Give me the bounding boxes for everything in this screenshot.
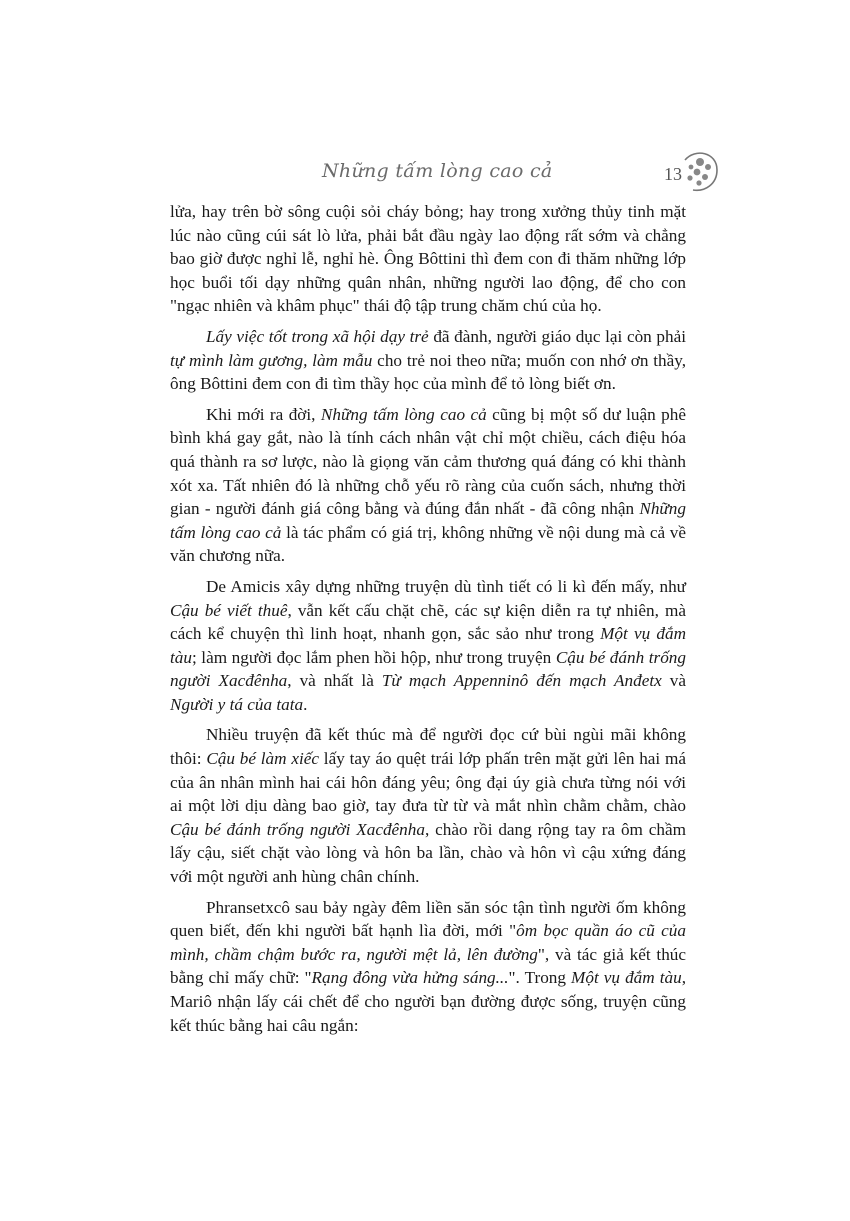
paragraph [170, 403, 686, 568]
italic-text: Rạng đông vừa hửng sáng... [311, 968, 509, 988]
text-run: Khi mới ra đời, [206, 404, 321, 424]
italic-text: Một vụ đắm tàu [571, 968, 682, 988]
italic-text: tự mình làm gương, làm mẫu [170, 350, 373, 370]
text-run: đã đành, người giáo dục lại còn phải [428, 326, 686, 346]
italic-text: Từ mạch Appenninô đến mạch Anđetx [381, 671, 662, 691]
text-run: , chào rồi dang rộng tay ra ôm chầm lấy cậu, siết chặt vào lòng và hôn ba lần, chào và hôn vì cậu xứng đáng với một người anh hùng chân chính. [170, 819, 686, 887]
paragraph [170, 896, 686, 1038]
italic-text: Cậu bé đánh trống người Xacđênha [170, 647, 686, 691]
running-title: Những tấm lòng cao cả [322, 160, 553, 182]
text-run: lấy tay áo quệt trái lớp phấn trên mặt gửi lên hai má của ân nhân mình hai cái hôn đáng yêu; ông đại úy già chưa từng nói với ai một lời dịu dàng bao giờ, tay đưa từ từ và mắt nhìn chằm chằm, chào [170, 749, 686, 816]
text-run: , và nhất là [287, 671, 382, 691]
italic-text: ôm bọc quần áo cũ của mình, chầm chậm bước ra, người mệt lả, lên đường [170, 921, 686, 964]
paragraph [170, 575, 686, 717]
italic-text: Cậu bé làm xiếc [206, 749, 319, 769]
flower-dots-icon [679, 150, 721, 194]
italic-text: Những tấm lòng cao cả [170, 499, 686, 542]
text-run: cũng bị một số dư luận phê bình khá gay gắt, nào là tính cách nhân vật chỉ một chiều, cách điệu hóa quá thành ra sơ lược, nào là giọng văn cảm thương quá đáng có khi thành xót xa. Tất nhiên đó là những chỗ yếu rõ ràng của cuốn sách, nhưng thời gian - người đánh giá công bằng và đúng đắn nhất - đã công nhận [170, 404, 686, 519]
body-text [170, 200, 686, 1044]
text-run: và [661, 671, 686, 691]
text-run: , vẫn kết cấu chặt chẽ, các sự kiện diễn ra tự nhiên, mà cách kể chuyện thì linh hoạt, nhanh gọn, sắc sảo như trong [170, 600, 686, 644]
text-run: Nhiều truyện đã kết thúc mà để người đọc cứ bùi ngùi mãi không thôi: [170, 725, 686, 769]
text-run: ". Trong [508, 968, 572, 988]
italic-text: Cậu bé viết thuê [170, 600, 288, 620]
italic-text: Những tấm lòng cao cả [320, 404, 487, 424]
text-run: cho trẻ noi theo nữa; muốn con nhớ ơn thầy, ông Bôttini đem con đi tìm thầy học của mình để tỏ lòng biết ơn. [170, 350, 686, 394]
text-run: là tác phẩm có giá trị, không những về nội dung mà cả về văn chương nữa. [170, 522, 686, 566]
italic-text: Một vụ đắm tàu [170, 624, 686, 667]
text-run: ; làm người đọc lắm phen hồi hộp, như trong truyện [191, 647, 556, 667]
text-run: De Amicis xây dựng những truyện dù tình tiết có li kì đến mấy, như [206, 576, 686, 596]
text-run: ", và tác giả kết thúc bằng chỉ mấy chữ: " [170, 944, 687, 988]
italic-text: Người y tá của tata [170, 694, 304, 714]
paragraph [170, 200, 686, 318]
paragraph [170, 325, 686, 396]
text-run: Phransetxcô sau bảy ngày đêm liền săn sóc tận tình người ốm không quen biết, đến khi người bất hạnh lìa đời, mới " [170, 897, 686, 941]
italic-text: Lấy việc tốt trong xã hội dạy trẻ [206, 326, 429, 346]
text-run: lửa, hay trên bờ sông cuội sỏi cháy bỏng; hay trong xưởng thủy tinh mặt lúc nào cũng cúi sát lò lửa, phải bắt đầu ngày lao động rất sớm và chẳng bao giờ được nghỉ lễ, nghỉ hè. Ông Bôttini thì đem con đi thăm những lớp học buổi tối dạy những quân nhân, những người lao động, để cho con "ngạc nhiên và khâm phục" thái độ tập trung chăm chú của họ. [170, 202, 686, 316]
paragraph [170, 723, 686, 888]
text-run: , Mariô nhận lấy cái chết để cho người bạn đường được sống, truyện cũng kết thúc bằng hai câu ngắn: [170, 968, 686, 1035]
text-run: . [303, 694, 308, 714]
italic-text: Cậu bé đánh trống người Xacđênha [170, 819, 425, 839]
page-number: 13 [664, 164, 682, 184]
